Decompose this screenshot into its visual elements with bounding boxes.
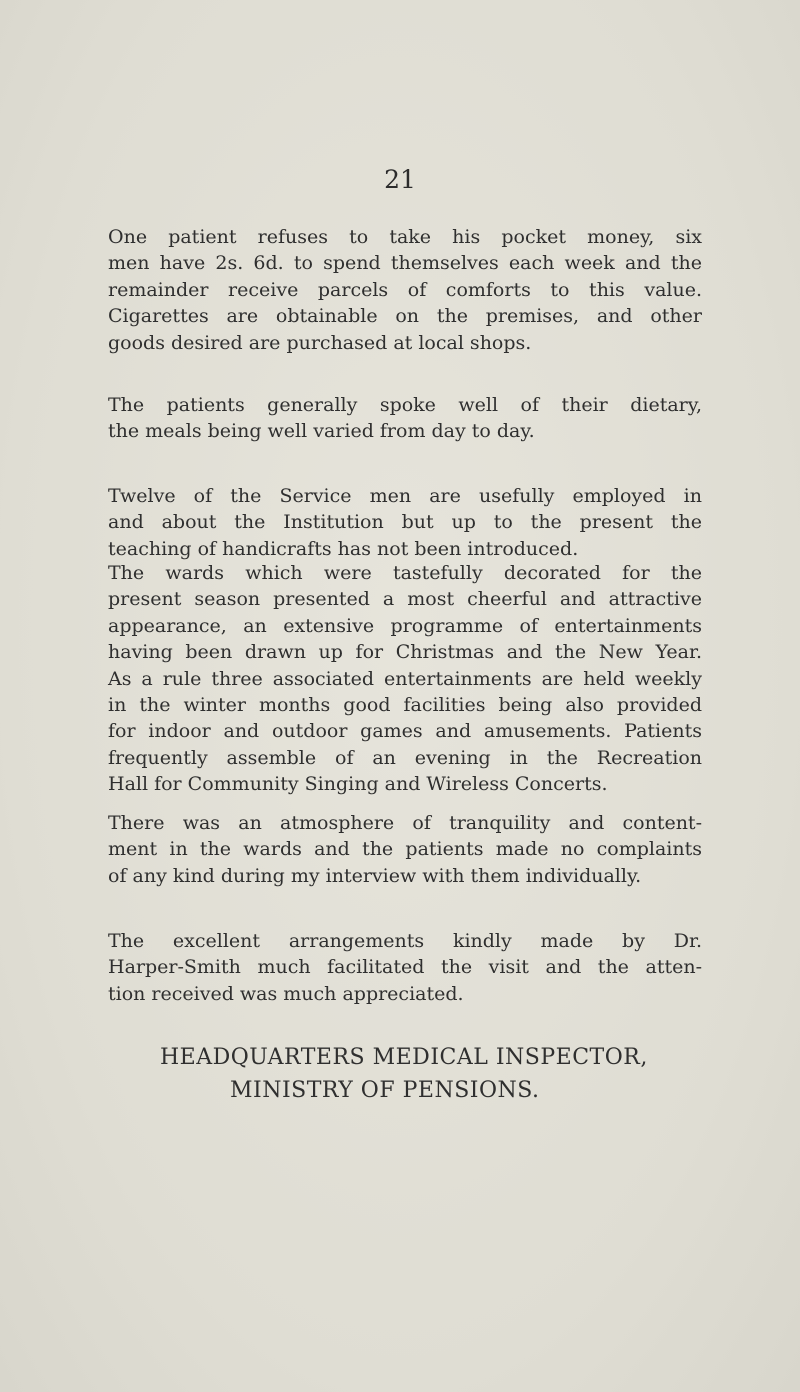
text-line: tion received was much appreciated. bbox=[108, 982, 464, 1005]
text-line: in the winter months good facilities being also provided bbox=[108, 694, 702, 717]
text-line: Hall for Community Singing and Wireless Concerts. bbox=[108, 773, 608, 796]
text-line: teaching of handicrafts has not been introduced. bbox=[108, 537, 579, 560]
text-line: and about the Institution but up to the present the bbox=[108, 511, 702, 534]
signature-department: MINISTRY OF PENSIONS. bbox=[230, 1078, 540, 1103]
text-line: The wards which were tastefully decorated for the bbox=[108, 562, 702, 584]
text-line: Cigarettes are obtainable on the premises, and other bbox=[108, 305, 702, 328]
text-line: the meals being well varied from day to day. bbox=[108, 420, 535, 443]
text-line: frequently assemble of an evening in the Recreation bbox=[108, 746, 702, 769]
text-line: present season presented a most cheerful and attractive bbox=[108, 588, 702, 611]
text-line: One patient refuses to take his pocket money, six bbox=[108, 226, 702, 248]
text-line: of any kind during my interview with them individually. bbox=[108, 864, 642, 887]
text-line: appearance, an extensive programme of entertainments bbox=[108, 614, 702, 637]
text-line: having been drawn up for Christmas and the New Year. bbox=[108, 641, 702, 664]
text-line: Harper-Smith much facilitated the visit and the atten- bbox=[108, 956, 702, 979]
text-line: There was an atmosphere of tranquility and content- bbox=[108, 812, 702, 834]
text-line: ment in the wards and the patients made no complaints bbox=[108, 838, 702, 861]
paragraph-dietary bbox=[108, 392, 702, 445]
paragraph-employment bbox=[108, 483, 702, 562]
paragraph-pocket-money bbox=[108, 224, 702, 356]
page-number: 21 bbox=[384, 165, 416, 194]
text-line: for indoor and outdoor games and amusements. Patients bbox=[108, 720, 702, 743]
text-line: men have 2s. 6d. to spend themselves each week and the bbox=[108, 252, 702, 275]
text-line: Twelve of the Service men are usefully employed in bbox=[108, 485, 702, 507]
text-line: As a rule three associated entertainments are held weekly bbox=[108, 667, 702, 690]
signature-title: HEADQUARTERS MEDICAL INSPECTOR, bbox=[160, 1045, 648, 1070]
text-line: The excellent arrangements kindly made by Dr. bbox=[108, 930, 702, 952]
paragraph-atmosphere bbox=[108, 810, 702, 889]
text-line: remainder receive parcels of comforts to this value. bbox=[108, 278, 702, 301]
paragraph-entertainments bbox=[108, 560, 702, 798]
paragraph-arrangements bbox=[108, 928, 702, 1007]
text-line: goods desired are purchased at local shops. bbox=[108, 331, 532, 354]
text-line: The patients generally spoke well of their dietary, bbox=[108, 394, 702, 416]
